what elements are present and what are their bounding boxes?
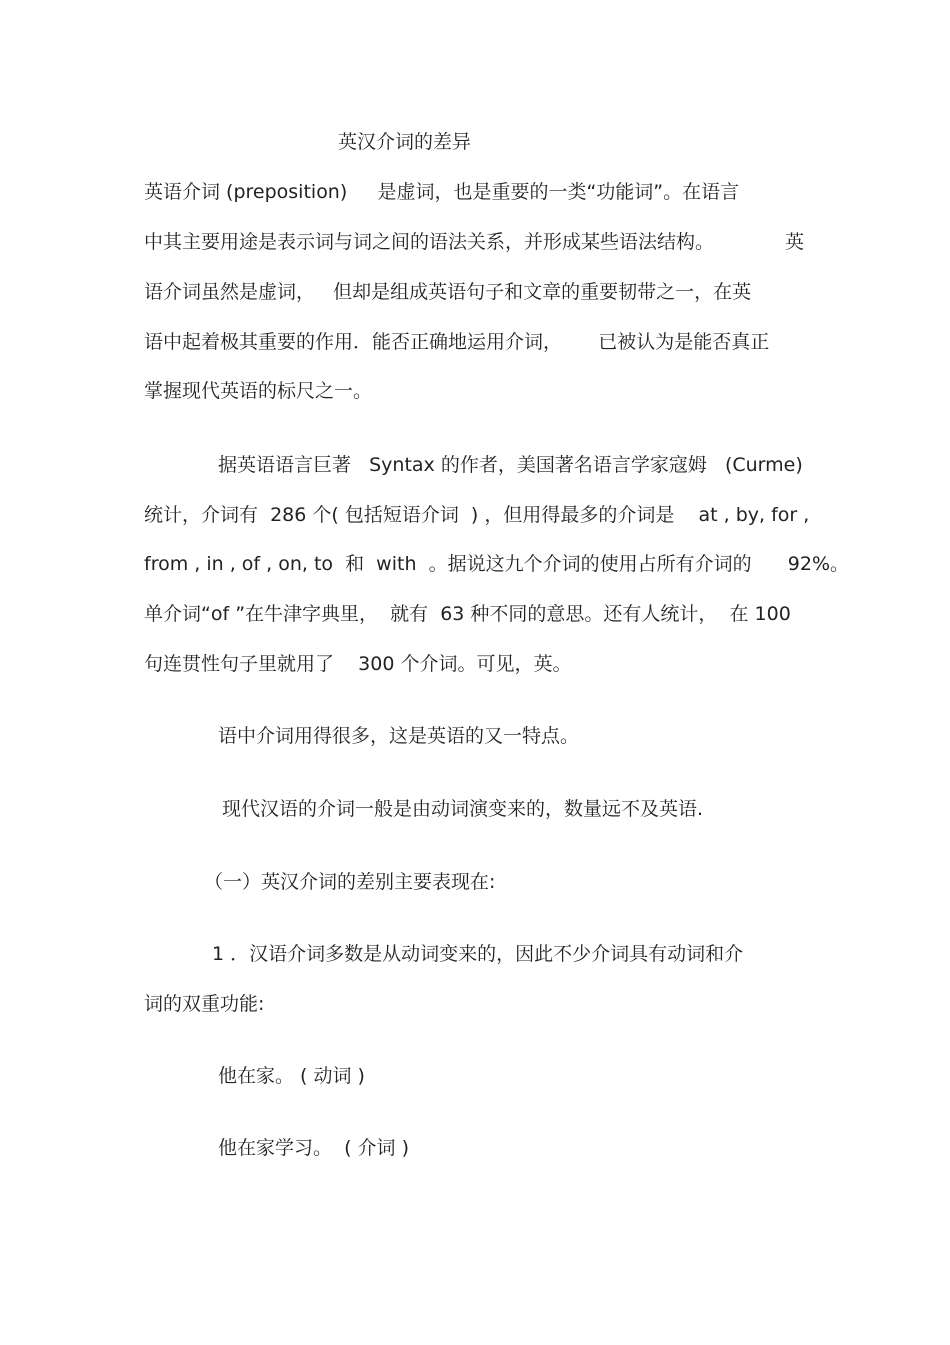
para2-line-2: 统计，介词有 286 个( 包括短语介词 ) ，但用得最多的介词是 at , by, for , [144,504,810,526]
example-preposition: 他在家学习。 ( 介词 ) [218,1137,409,1159]
section-heading: （一）英汉介词的差别主要表现在: [204,871,496,893]
para2-line-4: 单介词“of ”在牛津字典里， 就有 63 种不同的意思。还有人统计， 在 100 [144,603,791,625]
para1-line-4: 语中起着极其重要的作用．能否正确地运用介词， 已被认为是能否真正 [144,331,770,353]
point1-line-1: 1 ．汉语介词多数是从动词变来的，因此不少介词具有动词和介 [212,943,744,965]
para1-line-2 [144,229,804,255]
para1-line-2-end: 英 [784,231,804,253]
document-title: 英汉介词的差异 [338,131,472,153]
para2-line-1: 据英语语言巨著 Syntax 的作者，美国著名语言学家寇姆 (Curme) [218,454,803,476]
para4-line: 现代汉语的介词一般是由动词演变来的，数量远不及英语. [222,798,704,820]
para1-line-2-main: 中其主要用途是表示词与词之间的语法关系，并形成某些语法结构。 [144,231,715,253]
para1-line-3: 语介词虽然是虚词， 但却是组成英语句子和文章的重要韧带之一，在英 [144,281,752,303]
para2-line-3: from , in , of , on, to 和 with 。据说这九个介词的使用占所有介词的 92%。 [144,553,850,575]
example-verb: 他在家。 ( 动词 ) [218,1065,365,1087]
para3-line: 语中介词用得很多，这是英语的又一特点。 [218,725,580,747]
point1-line-2: 词的双重功能: [144,993,265,1015]
para2-line-5: 句连贯性句子里就用了 300 个介词。可见，英。 [144,653,572,675]
para1-line-5: 掌握现代英语的标尺之一。 [144,380,373,402]
para1-line-1: 英语介词 (preposition) 是虚词，也是重要的一类“功能词”。在语言 [144,181,740,203]
